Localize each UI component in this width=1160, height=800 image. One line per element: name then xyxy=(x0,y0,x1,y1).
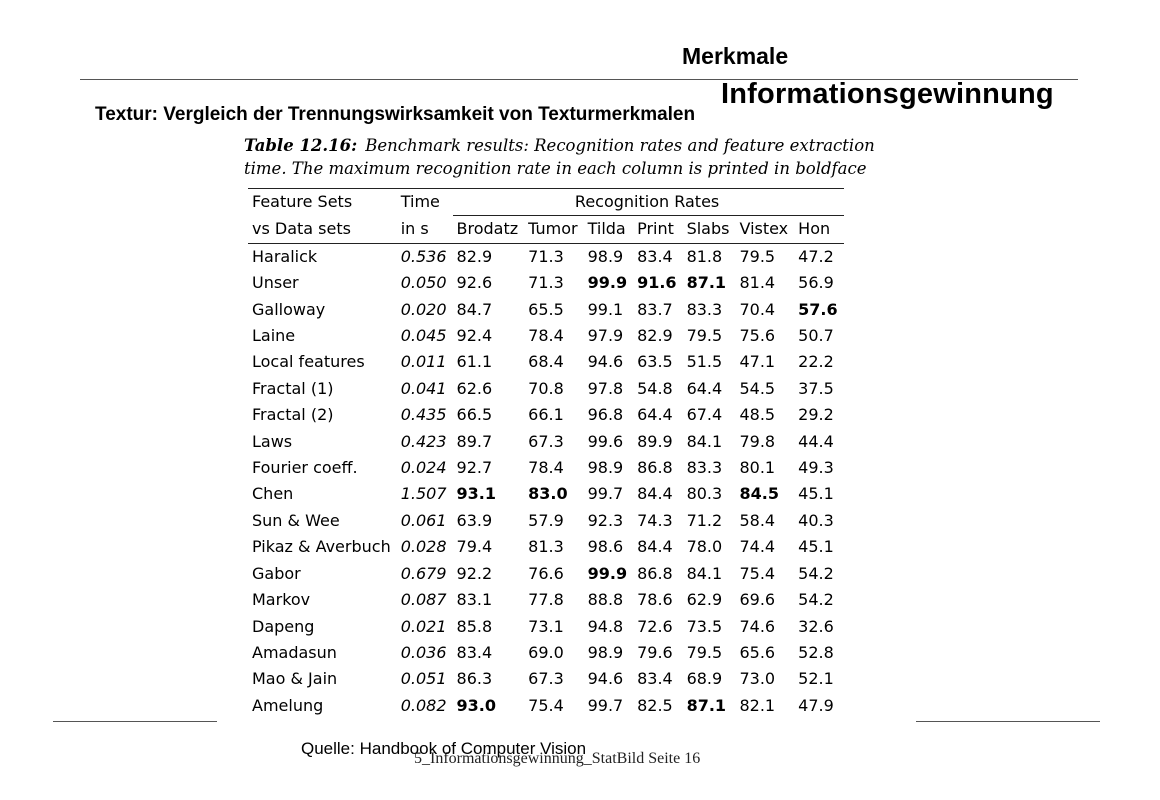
recognition-rate-cell: 85.8 xyxy=(456,616,493,636)
recognition-rate-cell: 98.6 xyxy=(587,537,624,557)
table-row xyxy=(248,481,844,507)
feature-set-name: Chen xyxy=(252,484,294,504)
recognition-rate-cell: 79.5 xyxy=(686,642,723,662)
recognition-rate-cell: 82.1 xyxy=(739,695,776,715)
recognition-rate-cell: 99.9 xyxy=(587,563,628,583)
recognition-rate-cell: 73.0 xyxy=(739,669,776,689)
recognition-rate-cell: 65.6 xyxy=(739,642,776,662)
recognition-rate-cell: 79.5 xyxy=(686,326,723,346)
recognition-rate-cell: 51.5 xyxy=(686,352,723,372)
recognition-rate-cell: 79.5 xyxy=(739,246,776,266)
header-title: Informationsgewinnung xyxy=(721,78,1054,110)
recognition-rate-cell: 98.9 xyxy=(587,458,624,478)
recognition-rate-cell: 49.3 xyxy=(798,458,834,478)
feature-set-name: Gabor xyxy=(252,563,301,583)
extraction-time: 0.028 xyxy=(400,537,447,557)
recognition-rate-cell: 71.3 xyxy=(528,246,564,266)
recognition-rate-cell: 32.6 xyxy=(798,616,834,636)
header-vs-data-sets: vs Data sets xyxy=(248,216,397,243)
recognition-rate-cell: 75.4 xyxy=(528,695,564,715)
recognition-rate-cell: 69.0 xyxy=(528,642,564,662)
table-row xyxy=(248,402,844,428)
table-row xyxy=(248,508,844,534)
feature-set-name: Markov xyxy=(252,590,311,610)
recognition-rate-cell: 45.1 xyxy=(798,537,834,557)
recognition-rate-cell: 47.2 xyxy=(798,246,834,266)
header-feature-sets: Feature Sets xyxy=(248,189,397,216)
recognition-rate-cell: 52.1 xyxy=(798,669,834,689)
extraction-time: 0.423 xyxy=(400,431,447,451)
table-row xyxy=(248,534,844,560)
recognition-rate-cell: 54.2 xyxy=(798,590,834,610)
recognition-rate-cell: 37.5 xyxy=(798,378,834,398)
recognition-rate-cell: 79.8 xyxy=(739,431,776,451)
recognition-rate-cell: 99.9 xyxy=(587,273,628,293)
feature-set-name: Fractal (1) xyxy=(252,378,334,398)
table-row xyxy=(248,429,844,455)
recognition-rate-cell: 78.4 xyxy=(528,326,564,346)
recognition-rate-cell: 69.6 xyxy=(739,590,776,610)
recognition-rate-cell: 83.3 xyxy=(686,299,723,319)
recognition-rate-cell: 40.3 xyxy=(798,510,834,530)
header-time: Time xyxy=(397,189,453,216)
footer-rule-right xyxy=(916,721,1100,722)
recognition-rate-cell: 52.8 xyxy=(798,642,834,662)
recognition-rate-cell: 83.4 xyxy=(637,669,673,689)
recognition-rate-cell: 97.9 xyxy=(587,326,624,346)
recognition-rate-cell: 22.2 xyxy=(798,352,834,372)
recognition-rate-cell: 73.5 xyxy=(686,616,723,636)
recognition-rate-cell: 92.4 xyxy=(456,326,493,346)
recognition-rate-cell: 78.6 xyxy=(637,590,673,610)
extraction-time: 0.041 xyxy=(400,378,447,398)
recognition-rate-cell: 99.1 xyxy=(587,299,624,319)
recognition-rate-cell: 63.5 xyxy=(637,352,673,372)
recognition-rate-cell: 44.4 xyxy=(798,431,834,451)
recognition-rate-cell: 83.1 xyxy=(456,590,493,610)
recognition-rate-cell: 54.2 xyxy=(798,563,834,583)
recognition-rate-cell: 81.8 xyxy=(686,246,723,266)
recognition-rate-cell: 61.1 xyxy=(456,352,493,372)
extraction-time: 1.507 xyxy=(400,484,447,504)
recognition-rate-cell: 87.1 xyxy=(686,695,727,715)
recognition-rate-cell: 84.1 xyxy=(686,431,723,451)
recognition-rate-cell: 86.8 xyxy=(637,458,673,478)
feature-set-name: Local features xyxy=(252,352,365,372)
recognition-rate-cell: 77.8 xyxy=(528,590,564,610)
source-citation: Quelle: Handbook of Computer Vision xyxy=(301,739,587,758)
feature-set-name: Amelung xyxy=(252,695,324,715)
header-hon: Hon xyxy=(794,216,843,243)
recognition-rate-cell: 92.2 xyxy=(456,563,493,583)
recognition-rate-cell: 86.3 xyxy=(456,669,493,689)
recognition-rate-cell: 84.1 xyxy=(686,563,723,583)
recognition-rate-cell: 68.9 xyxy=(686,669,723,689)
feature-set-name: Laine xyxy=(252,326,296,346)
recognition-rate-cell: 92.6 xyxy=(456,273,493,293)
table-caption-text: Benchmark results: Recognition rates and feature extraction time. The maximum recognition rate in each column is printed in boldface xyxy=(244,136,875,178)
table-row xyxy=(248,666,844,692)
feature-set-name: Pikaz & Averbuch xyxy=(252,537,391,557)
recognition-rate-cell: 74.4 xyxy=(739,537,776,557)
recognition-rate-cell: 94.6 xyxy=(587,352,624,372)
recognition-rate-cell: 83.4 xyxy=(637,246,673,266)
table-row xyxy=(248,561,844,587)
extraction-time: 0.082 xyxy=(400,695,447,715)
table-caption-label: Table 12.16: xyxy=(244,136,358,155)
table-row xyxy=(248,243,844,270)
recognition-rate-cell: 97.8 xyxy=(587,378,624,398)
feature-set-name: Dapeng xyxy=(252,616,315,636)
recognition-rate-cell: 83.7 xyxy=(637,299,673,319)
header-in-s: in s xyxy=(397,216,453,243)
extraction-time: 0.020 xyxy=(400,299,447,319)
recognition-rate-cell: 94.6 xyxy=(587,669,624,689)
recognition-rate-cell: 93.1 xyxy=(456,484,497,504)
recognition-rate-cell: 65.5 xyxy=(528,299,564,319)
recognition-rate-cell: 96.8 xyxy=(587,405,624,425)
table-row xyxy=(248,455,844,481)
feature-set-name: Mao & Jain xyxy=(252,669,338,689)
recognition-rate-cell: 57.9 xyxy=(528,510,564,530)
recognition-rate-cell: 71.2 xyxy=(686,510,723,530)
recognition-rate-cell: 99.6 xyxy=(587,431,624,451)
recognition-rate-cell: 66.1 xyxy=(528,405,564,425)
recognition-rate-cell: 81.3 xyxy=(528,537,564,557)
recognition-rate-cell: 83.0 xyxy=(528,484,568,504)
extraction-time: 0.050 xyxy=(400,273,447,293)
recognition-rate-cell: 71.3 xyxy=(528,273,564,293)
extraction-time: 0.024 xyxy=(400,458,447,478)
header-recognition-rates: Recognition Rates xyxy=(453,189,844,216)
recognition-rate-cell: 45.1 xyxy=(798,484,834,504)
recognition-rate-cell: 79.4 xyxy=(456,537,493,557)
recognition-rate-cell: 79.6 xyxy=(637,642,673,662)
feature-set-name: Fractal (2) xyxy=(252,405,334,425)
feature-set-name: Fourier coeff. xyxy=(252,458,358,478)
table-caption xyxy=(244,134,904,180)
recognition-rate-cell: 89.7 xyxy=(456,431,493,451)
recognition-rate-cell: 87.1 xyxy=(686,273,727,293)
table-header-row-1 xyxy=(248,189,844,216)
extraction-time: 0.061 xyxy=(400,510,447,530)
extraction-time: 0.045 xyxy=(400,326,447,346)
recognition-rate-cell: 94.8 xyxy=(587,616,624,636)
recognition-rate-cell: 67.4 xyxy=(686,405,723,425)
recognition-rate-cell: 63.9 xyxy=(456,510,493,530)
recognition-rate-cell: 83.4 xyxy=(456,642,493,662)
recognition-rate-cell: 64.4 xyxy=(686,378,723,398)
extraction-time: 0.087 xyxy=(400,590,447,610)
footer-page-label: 5_Informationsgewinnung_StatBild Seite 16 xyxy=(414,750,701,767)
recognition-rate-cell: 75.4 xyxy=(739,563,776,583)
recognition-rate-cell: 82.9 xyxy=(456,246,493,266)
footer-rule-left xyxy=(53,721,217,722)
recognition-rate-cell: 62.6 xyxy=(456,378,493,398)
recognition-rate-cell: 74.6 xyxy=(739,616,776,636)
extraction-time: 0.036 xyxy=(400,642,447,662)
table-row xyxy=(248,640,844,666)
feature-set-name: Haralick xyxy=(252,246,318,266)
recognition-rate-cell: 47.9 xyxy=(798,695,834,715)
recognition-rate-cell: 78.0 xyxy=(686,537,723,557)
recognition-rate-cell: 68.4 xyxy=(528,352,564,372)
recognition-rate-cell: 70.4 xyxy=(739,299,776,319)
recognition-rate-cell: 84.5 xyxy=(739,484,779,504)
extraction-time: 0.536 xyxy=(400,246,447,266)
recognition-rate-cell: 82.9 xyxy=(637,326,673,346)
header-vistex: Vistex xyxy=(735,216,794,243)
extraction-time: 0.051 xyxy=(400,669,447,689)
extraction-time: 0.435 xyxy=(400,405,447,425)
recognition-rate-cell: 74.3 xyxy=(637,510,673,530)
recognition-rate-cell: 99.7 xyxy=(587,484,624,504)
recognition-rate-cell: 47.1 xyxy=(739,352,776,372)
recognition-rate-cell: 83.3 xyxy=(686,458,723,478)
recognition-rate-cell: 62.9 xyxy=(686,590,723,610)
feature-set-name: Unser xyxy=(252,273,299,293)
recognition-rate-cell: 98.9 xyxy=(587,642,624,662)
recognition-rate-cell: 56.9 xyxy=(798,273,834,293)
recognition-rate-cell: 98.9 xyxy=(587,246,624,266)
recognition-rate-cell: 54.5 xyxy=(739,378,776,398)
recognition-rate-cell: 54.8 xyxy=(637,378,673,398)
recognition-rate-cell: 91.6 xyxy=(637,273,677,293)
recognition-rate-cell: 57.6 xyxy=(798,299,838,319)
recognition-rate-cell: 78.4 xyxy=(528,458,564,478)
table-row xyxy=(248,376,844,402)
recognition-rate-cell: 99.7 xyxy=(587,695,624,715)
recognition-rate-cell: 80.3 xyxy=(686,484,723,504)
recognition-rate-cell: 64.4 xyxy=(637,405,673,425)
recognition-rate-cell: 84.4 xyxy=(637,537,673,557)
table-row xyxy=(248,693,844,719)
recognition-rate-cell: 72.6 xyxy=(637,616,673,636)
recognition-rate-cell: 92.3 xyxy=(587,510,624,530)
header-slabs: Slabs xyxy=(683,216,736,243)
recognition-rate-cell: 89.9 xyxy=(637,431,673,451)
recognition-rate-cell: 76.6 xyxy=(528,563,564,583)
table-row xyxy=(248,587,844,613)
recognition-rate-cell: 67.3 xyxy=(528,669,564,689)
recognition-rate-cell: 66.5 xyxy=(456,405,493,425)
recognition-rate-cell: 29.2 xyxy=(798,405,834,425)
feature-set-name: Laws xyxy=(252,431,293,451)
recognition-rate-cell: 81.4 xyxy=(739,273,776,293)
feature-set-name: Amadasun xyxy=(252,642,337,662)
table-row xyxy=(248,297,844,323)
recognition-rate-cell: 93.0 xyxy=(456,695,497,715)
table-row xyxy=(248,270,844,296)
recognition-rate-cell: 73.1 xyxy=(528,616,564,636)
table-header-row-2 xyxy=(248,216,844,243)
recognition-rate-cell: 86.8 xyxy=(637,563,673,583)
recognition-rate-cell: 84.7 xyxy=(456,299,493,319)
header-print: Print xyxy=(633,216,682,243)
recognition-rate-cell: 50.7 xyxy=(798,326,834,346)
recognition-rate-cell: 70.8 xyxy=(528,378,564,398)
feature-set-name: Galloway xyxy=(252,299,326,319)
header-subtitle: Merkmale xyxy=(682,43,789,69)
extraction-time: 0.021 xyxy=(400,616,447,636)
recognition-rate-cell: 84.4 xyxy=(637,484,673,504)
benchmark-table xyxy=(248,188,844,719)
recognition-rate-cell: 80.1 xyxy=(739,458,776,478)
recognition-rate-cell: 92.7 xyxy=(456,458,493,478)
feature-set-name: Sun & Wee xyxy=(252,510,340,530)
table-row xyxy=(248,614,844,640)
table-row xyxy=(248,323,844,349)
extraction-time: 0.011 xyxy=(400,352,447,372)
header-tilda: Tilda xyxy=(584,216,633,243)
recognition-rate-cell: 88.8 xyxy=(587,590,624,610)
table-row xyxy=(248,349,844,375)
recognition-rate-cell: 48.5 xyxy=(739,405,776,425)
slide-title: Textur: Vergleich der Trennungswirksamkeit von Texturmerkmalen xyxy=(95,104,696,125)
table-body xyxy=(248,243,844,719)
header-tumor: Tumor xyxy=(524,216,583,243)
recognition-rate-cell: 82.5 xyxy=(637,695,673,715)
recognition-rate-cell: 75.6 xyxy=(739,326,776,346)
header-brodatz: Brodatz xyxy=(453,216,525,243)
extraction-time: 0.679 xyxy=(400,563,447,583)
recognition-rate-cell: 58.4 xyxy=(739,510,776,530)
recognition-rate-cell: 67.3 xyxy=(528,431,564,451)
